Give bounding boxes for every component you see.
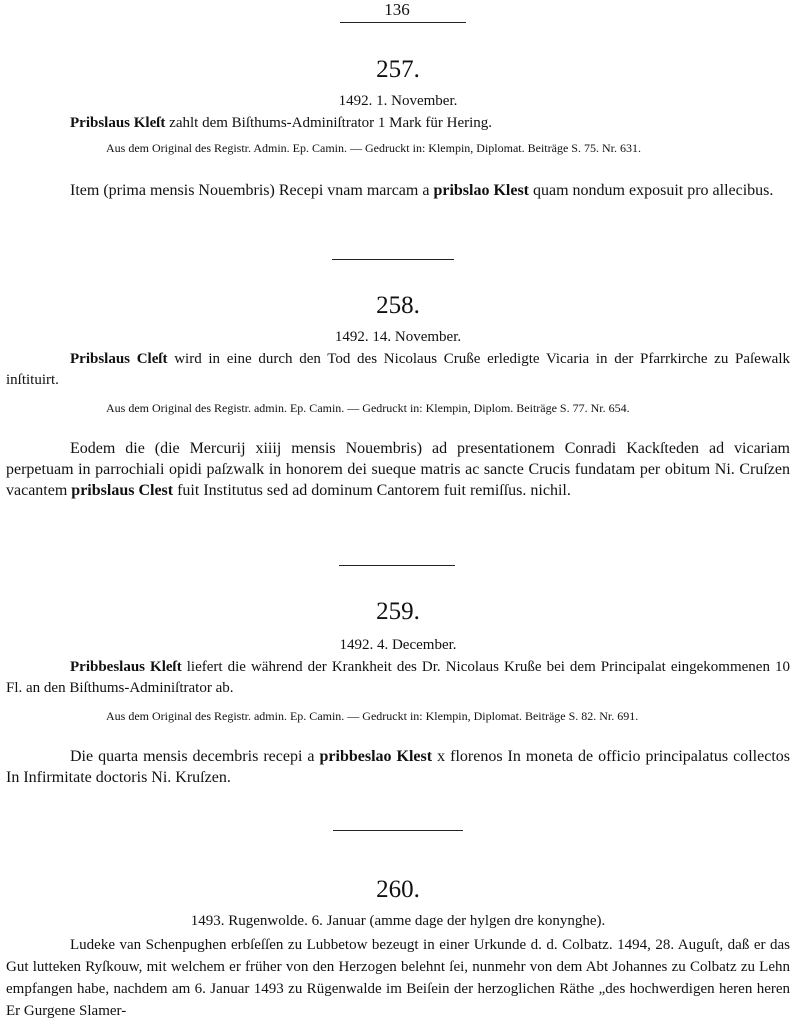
page-number: 136 bbox=[384, 0, 410, 19]
regest-text: liefert die während der Krankheit des Dr. Nicolaus Kruße bei dem Principalat eingekommenen 10 Fl. an den Biſthums-Adminiſtrator ab. bbox=[6, 659, 790, 696]
entry-number: 258. bbox=[376, 292, 420, 319]
regest-text: wird in eine durch den Tod des Nicolaus Cruße erledigte Vicaria in der Pfarrkirche zu Paſewalk inſtituirt. bbox=[6, 351, 790, 388]
latin-before: Item (prima mensis Nouembris) Recepi vnam marcam a bbox=[70, 182, 434, 199]
separator-rule bbox=[339, 565, 455, 566]
entry-regest bbox=[6, 113, 790, 134]
entry-number: 259. bbox=[376, 598, 420, 625]
latin-text bbox=[6, 746, 790, 788]
latin-after: fuit Institutus sed ad dominum Cantorem fuit remiſſus. nichil. bbox=[173, 482, 571, 499]
entry-regest bbox=[6, 349, 790, 391]
source-note: Aus dem Original des Registr. admin. Ep. Camin. — Gedruckt in: Klempin, Diplomat. Beiträge S. 82. Nr. 691. bbox=[106, 709, 639, 723]
separator-rule bbox=[333, 830, 463, 831]
separator-rule bbox=[332, 259, 454, 260]
person-name: Pribslaus Cleſt bbox=[70, 351, 168, 367]
entry-regest bbox=[6, 657, 790, 699]
entry-date: 1492. 4. December. bbox=[339, 637, 457, 653]
latin-name: pribslaus Clest bbox=[71, 482, 174, 499]
entry-number: 260. bbox=[376, 876, 420, 903]
latin-after: quam nondum exposuit pro allecibus. bbox=[529, 182, 774, 199]
regest-text: zahlt dem Biſthums-Adminiſtrator 1 Mark für Hering. bbox=[165, 115, 493, 131]
entry-date: 1492. 14. November. bbox=[334, 329, 462, 345]
person-name: Pribbeslaus Kleſt bbox=[70, 659, 182, 675]
latin-after: x florenos In moneta de officio principalatus collectos In Infirmitate doctoris Ni. Kruſzen. bbox=[6, 748, 790, 786]
entry-date: 1492. 1. November. bbox=[338, 93, 458, 109]
latin-before: Die quarta mensis decembris recepi a bbox=[70, 748, 320, 765]
source-note: Aus dem Original des Registr. Admin. Ep. Camin. — Gedruckt in: Klempin, Diplomat. Beiträge S. 75. Nr. 631. bbox=[106, 141, 641, 155]
person-name: Pribslaus Kleſt bbox=[70, 115, 166, 131]
entry-date: 1493. Rugenwolde. 6. Januar (amme dage der hylgen dre konynghe). bbox=[190, 913, 606, 929]
source-note: Aus dem Original des Registr. admin. Ep. Camin. — Gedruckt in: Klempin, Diplom. Beiträge S. 77. Nr. 654. bbox=[106, 401, 630, 415]
entry-regest: Ludeke van Schenpughen erbſeſſen zu Lubbetow bezeugt in einer Urkunde d. d. Colbatz. 1494, 28. Auguſt, daß er das Gut lutteken Ryſkouw, mit welchem er früher von den Herzogen belehnt ſei, nunmehr von dem Abt Johannes zu Colbatz zu Lehn empfangen habe, nachdem am 6. Januar 1493 zu Rügenwalde im Beiſein der herzoglichen Räthe „des hochwerdigen heren heren Er Gurgene Slamer- bbox=[6, 937, 790, 1019]
entry-number: 257. bbox=[376, 56, 420, 83]
latin-name: pribbeslao Klest bbox=[319, 748, 433, 765]
page-number-rule bbox=[340, 22, 466, 23]
latin-text bbox=[6, 180, 790, 201]
latin-text bbox=[6, 438, 790, 501]
latin-before: Eodem die (die Mercurij xiiij mensis Nouembris) ad presentationem Conradi Kackſteden ad vicariam perpetuam in parrochiali opidi paſzwalk in honorem dei sueque matris ac sancte Crucis fundatam per obitum Ni. Cruſzen vacantem bbox=[6, 440, 790, 499]
latin-name: pribslao Klest bbox=[433, 182, 529, 199]
